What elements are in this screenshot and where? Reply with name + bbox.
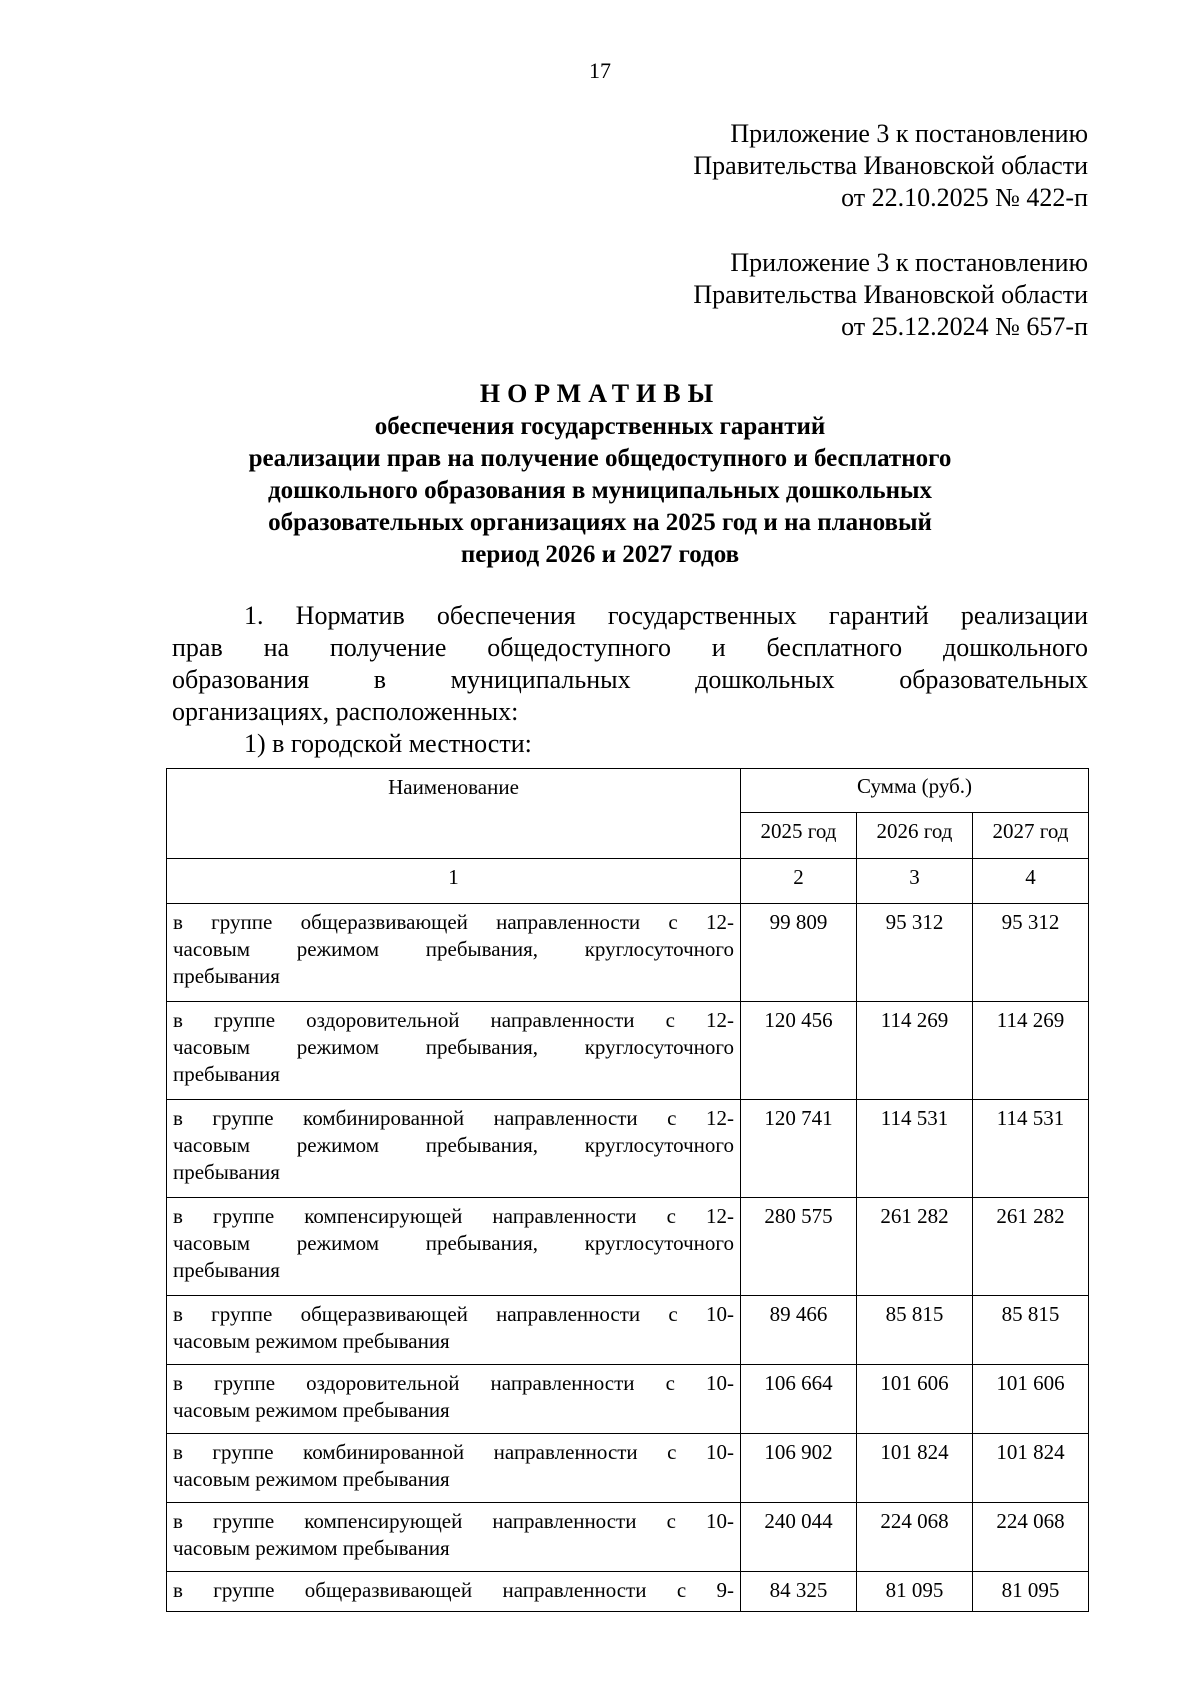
- paragraph-line: образования в муниципальных дошкольных образовательных: [172, 665, 1088, 694]
- row-name-line: в группе комбинированной направленности с 12-: [173, 1106, 734, 1130]
- value-2025: 120 741: [741, 1100, 857, 1198]
- appendix-current-line-1: Приложение 3 к постановлению: [730, 119, 1088, 148]
- value-2026: 224 068: [857, 1503, 973, 1572]
- row-name-line: в группе оздоровительной направленности с 10-: [173, 1371, 734, 1395]
- value-2026: 81 095: [857, 1572, 973, 1612]
- header-year-2026: 2026 год: [857, 813, 973, 859]
- value-2027: 95 312: [973, 904, 1089, 1002]
- row-name: [167, 1503, 741, 1572]
- norms-table: [166, 768, 1089, 1612]
- value-2027: 261 282: [973, 1198, 1089, 1296]
- table-row: [167, 1198, 1089, 1296]
- row-name: [167, 904, 741, 1002]
- appendix-previous: [693, 247, 1088, 343]
- row-name-line: в группе комбинированной направленности с 10-: [173, 1440, 734, 1464]
- table-row: [167, 1296, 1089, 1365]
- title-heading: НОРМАТИВЫ: [479, 379, 721, 408]
- column-number: 2: [741, 859, 857, 904]
- paragraph-line: прав на получение общедоступного и бесплатного дошкольного: [172, 633, 1088, 662]
- value-2026: 85 815: [857, 1296, 973, 1365]
- row-name-line: часовым режимом пребывания: [173, 1398, 450, 1422]
- value-2025: 240 044: [741, 1503, 857, 1572]
- value-2026: 101 606: [857, 1365, 973, 1434]
- appendix-current-line-2: Правительства Ивановской области: [693, 151, 1088, 180]
- value-2025: 99 809: [741, 904, 857, 1002]
- paragraph-1: [172, 600, 1088, 760]
- row-name-line: в группе общеразвивающей направленности с 10-: [173, 1302, 734, 1326]
- header-sum: Сумма (руб.): [741, 769, 1089, 813]
- table-row: [167, 904, 1089, 1002]
- value-2025: 106 664: [741, 1365, 857, 1434]
- row-name-line: часовым режимом пребывания: [173, 1329, 450, 1353]
- row-name-line: в группе компенсирующей направленности с 12-: [173, 1204, 734, 1228]
- row-name-line: в группе оздоровительной направленности с 12-: [173, 1008, 734, 1032]
- appendix-current: [693, 118, 1088, 214]
- value-2026: 114 531: [857, 1100, 973, 1198]
- row-name: [167, 1434, 741, 1503]
- title-line: дошкольного образования в муниципальных дошкольных: [267, 477, 932, 504]
- title-line: образовательных организациях на 2025 год и на плановый: [268, 509, 932, 536]
- value-2025: 106 902: [741, 1434, 857, 1503]
- row-name-line: пребывания: [173, 1160, 280, 1184]
- value-2027: 224 068: [973, 1503, 1089, 1572]
- value-2027: 101 606: [973, 1365, 1089, 1434]
- value-2026: 101 824: [857, 1434, 973, 1503]
- row-name: [167, 1100, 741, 1198]
- row-name-line: пребывания: [173, 964, 280, 988]
- row-name-line: часовым режимом пребывания: [173, 1536, 450, 1560]
- value-2027: 81 095: [973, 1572, 1089, 1612]
- table-row: [167, 1100, 1089, 1198]
- table-row: [167, 1365, 1089, 1434]
- appendix-previous-line-2: Правительства Ивановской области: [693, 280, 1088, 309]
- row-name-line: часовым режимом пребывания: [173, 1467, 450, 1491]
- table-row: [167, 1572, 1089, 1612]
- header-name: Наименование: [167, 769, 741, 859]
- appendix-previous-line-3: от 25.12.2024 № 657-п: [841, 312, 1088, 341]
- title-line: обеспечения государственных гарантий: [374, 413, 826, 440]
- header-year-2025: 2025 год: [741, 813, 857, 859]
- table-row: [167, 1002, 1089, 1100]
- row-name-line: часовым режимом пребывания, круглосуточного: [173, 1035, 734, 1059]
- value-2025: 280 575: [741, 1198, 857, 1296]
- row-name: [167, 1365, 741, 1434]
- table-row: [167, 1434, 1089, 1503]
- value-2025: 84 325: [741, 1572, 857, 1612]
- title-line: реализации прав на получение общедоступного и бесплатного: [248, 445, 952, 472]
- page-number: 17: [589, 58, 611, 83]
- row-name: [167, 1198, 741, 1296]
- row-name-line: пребывания: [173, 1258, 280, 1282]
- column-numbers-row: [167, 859, 1089, 904]
- appendix-current-line-3: от 22.10.2025 № 422-п: [841, 183, 1088, 212]
- value-2027: 114 531: [973, 1100, 1089, 1198]
- row-name: [167, 1572, 741, 1612]
- paragraph-line: 1. Норматив обеспечения государственных гарантий реализации: [244, 601, 1088, 630]
- value-2026: 261 282: [857, 1198, 973, 1296]
- row-name-line: в группе общеразвивающей направленности с 9-: [173, 1578, 734, 1602]
- row-name-line: в группе общеразвивающей направленности с 12-: [173, 910, 734, 934]
- value-2027: 114 269: [973, 1002, 1089, 1100]
- column-number: 1: [167, 859, 741, 904]
- value-2027: 101 824: [973, 1434, 1089, 1503]
- row-name-line: в группе компенсирующей направленности с 10-: [173, 1509, 734, 1533]
- paragraph-subitem: 1) в городской местности:: [244, 729, 532, 758]
- value-2025: 89 466: [741, 1296, 857, 1365]
- title-line: период 2026 и 2027 годов: [460, 541, 740, 568]
- row-name-line: часовым режимом пребывания, круглосуточного: [173, 937, 734, 961]
- column-number: 3: [857, 859, 973, 904]
- document-title: [0, 378, 1200, 571]
- header-year-2027: 2027 год: [973, 813, 1089, 859]
- value-2025: 120 456: [741, 1002, 857, 1100]
- paragraph-line: организациях, расположенных:: [172, 697, 519, 726]
- table-row: [167, 1503, 1089, 1572]
- row-name-line: часовым режимом пребывания, круглосуточного: [173, 1231, 734, 1255]
- value-2026: 114 269: [857, 1002, 973, 1100]
- row-name-line: пребывания: [173, 1062, 280, 1086]
- value-2027: 85 815: [973, 1296, 1089, 1365]
- appendix-previous-line-1: Приложение 3 к постановлению: [730, 248, 1088, 277]
- row-name: [167, 1002, 741, 1100]
- row-name-line: часовым режимом пребывания, круглосуточного: [173, 1133, 734, 1157]
- row-name: [167, 1296, 741, 1365]
- column-number: 4: [973, 859, 1089, 904]
- value-2026: 95 312: [857, 904, 973, 1002]
